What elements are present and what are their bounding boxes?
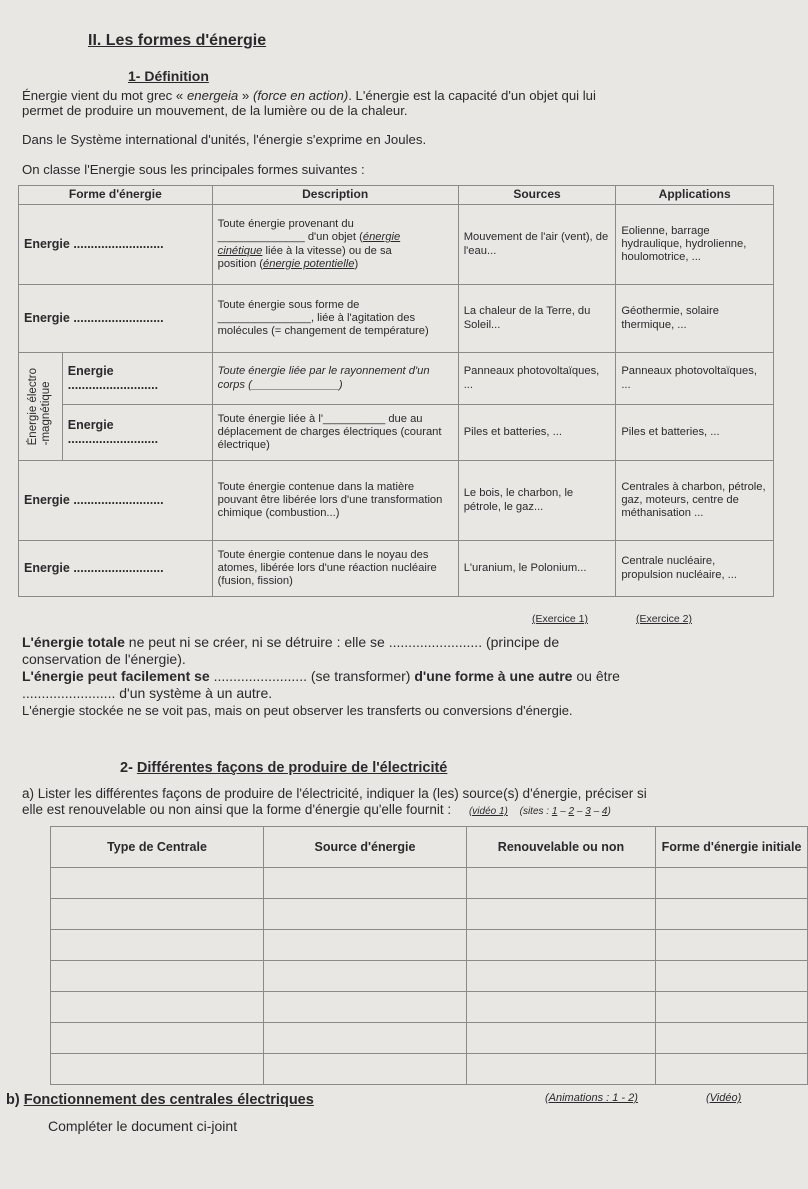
definition-heading: 1- Définition [128, 68, 209, 84]
electricity-instructions: a) Lister les différentes façons de produire de l'électricité, indiquer la (les) source(s) d'énergie, préciser si elle est renouvelable ou non ainsi que la forme d'énergie qu'elle fournit : (vidéo 1) (sites : 1 – 2 – 3 – 4) [22, 786, 647, 817]
def-line-2: permet de produire un mouvement, de la lumière ou de la chaleur. [22, 103, 408, 118]
applications-cell: Eolienne, barrage hydraulique, hydrolienne, houlomotrice, ... [616, 205, 774, 285]
def-meaning: (force en action) [252, 88, 349, 103]
exercise-2-link[interactable]: (Exercice 2) [636, 613, 693, 625]
sources-cell: Panneaux photovoltaïques, ... [458, 353, 616, 405]
table-row [51, 961, 808, 992]
sources-cell: La chaleur de la Terre, du Soleil... [458, 285, 616, 353]
applications-cell: Géothermie, solaire thermique, ... [616, 285, 774, 353]
conservation-paragraph: L'énergie totale ne peut ni se créer, ni se détruire : elle se ........................ (principe de conservation de l'énergie). L'énergie peut facilement se ........................ (se transformer) d'une forme à une autre ou être ........................ d'un système à un autre. L'énergie stockée ne se voit pas, mais on peut observer les transferts ou conversions d'énergie. [22, 634, 620, 718]
animations-link[interactable]: (Animations : 1 - 2) [545, 1092, 638, 1104]
header-energy-source: Source d'énergie [264, 827, 467, 868]
desc-cell: Toute énergie liée à l'__________ due au déplacement de charges électriques (courant électrique) [212, 405, 458, 461]
table-row [19, 285, 774, 353]
section-title: II. Les formes d'énergie [88, 32, 267, 49]
applications-cell: Centrale nucléaire, propulsion nucléaire, ... [616, 541, 774, 597]
table-row [19, 405, 774, 461]
empty-cell[interactable] [51, 1023, 264, 1054]
table-row [19, 353, 774, 405]
table-row [51, 930, 808, 961]
desc-cell: Toute énergie contenue dans la matière pouvant être libérée lors d'une transformation chimique (combustion...) [212, 461, 458, 541]
empty-cell[interactable] [467, 1023, 656, 1054]
empty-cell[interactable] [467, 961, 656, 992]
def-text-3: . L'énergie est la capacité d'un objet qui lui [348, 88, 596, 103]
desc-cell: Toute énergie liée par le rayonnement d'un corps (______________) [212, 353, 458, 405]
empty-cell[interactable] [656, 1023, 808, 1054]
sources-cell: Piles et batteries, ... [458, 405, 616, 461]
energy-forms-table [18, 185, 774, 597]
desc-cell: Toute énergie provenant du ______________ d'un objet (énergie cinétique liée à la vitesse) ou de sa position (énergie potentielle) [212, 205, 458, 285]
empty-cell[interactable] [656, 992, 808, 1023]
desc-cell: Toute énergie contenue dans le noyau des atomes, libérée lors d'une réaction nucléaire (fusion, fission) [212, 541, 458, 597]
si-units-line: Dans le Système international d'unités, l'énergie s'exprime en Joules. [22, 132, 427, 147]
site-2-link[interactable]: 2 [568, 806, 575, 817]
video-link[interactable]: (Vidéo) [706, 1092, 742, 1104]
empty-cell[interactable] [51, 1054, 264, 1085]
table-row [51, 1054, 808, 1085]
empty-cell[interactable] [264, 930, 467, 961]
table-row [19, 461, 774, 541]
empty-cell[interactable] [51, 899, 264, 930]
empty-cell[interactable] [51, 992, 264, 1023]
empty-cell[interactable] [264, 961, 467, 992]
form-cell: Energie .......................... [62, 353, 212, 405]
forms-table-header [19, 186, 774, 205]
applications-cell: Centrales à charbon, pétrole, gaz, moteurs, centre de méthanisation ... [616, 461, 774, 541]
form-cell: Energie .......................... [19, 285, 213, 353]
sources-cell: L'uranium, le Polonium... [458, 541, 616, 597]
empty-cell[interactable] [467, 1054, 656, 1085]
form-cell: Energie .......................... [19, 205, 213, 285]
empty-cell[interactable] [264, 868, 467, 899]
table-row [51, 992, 808, 1023]
desc-cell: Toute énergie sous forme de _______________, liée à l'agitation des molécules (= changement de température) [212, 285, 458, 353]
header-applications: Applications [616, 186, 774, 205]
table-row [19, 205, 774, 285]
empty-cell[interactable] [656, 899, 808, 930]
header-form: Forme d'énergie [19, 186, 213, 205]
complete-instruction: Compléter le document ci-joint [48, 1118, 238, 1134]
empty-cell[interactable] [264, 1054, 467, 1085]
empty-cell[interactable] [264, 1023, 467, 1054]
empty-cell[interactable] [51, 868, 264, 899]
header-plant-type: Type de Centrale [51, 827, 264, 868]
header-initial-form: Forme d'énergie initiale [656, 827, 808, 868]
site-3-link[interactable]: 3 [585, 806, 591, 817]
empty-cell[interactable] [264, 899, 467, 930]
form-cell: Energie .......................... [62, 405, 212, 461]
empty-cell[interactable] [264, 992, 467, 1023]
empty-cell[interactable] [656, 930, 808, 961]
applications-cell: Panneaux photovoltaïques, ... [616, 353, 774, 405]
site-4-link[interactable]: 4 [601, 806, 608, 817]
table-row [51, 1023, 808, 1054]
sites-links: (sites : 1 – 2 – 3 – 4) [519, 806, 611, 817]
header-sources: Sources [458, 186, 616, 205]
electromagnetic-group-label: Énergie électro -magnétique [19, 353, 63, 461]
site-1-link[interactable]: 1 [551, 806, 558, 817]
table-row [51, 868, 808, 899]
def-text-1: Énergie vient du mot grec « [22, 88, 187, 103]
empty-cell[interactable] [467, 992, 656, 1023]
header-renewable: Renouvelable ou non [467, 827, 656, 868]
def-text-2: » [238, 88, 253, 103]
electricity-heading: 2- Différentes façons de produire de l'électricité [120, 760, 448, 776]
form-cell: Energie .......................... [19, 541, 213, 597]
header-description: Description [212, 186, 458, 205]
exercise-1-link[interactable]: (Exercice 1) [532, 613, 589, 625]
table-row [19, 541, 774, 597]
table-row [51, 899, 808, 930]
empty-cell[interactable] [51, 930, 264, 961]
empty-cell[interactable] [51, 961, 264, 992]
power-plants-table [50, 826, 808, 1085]
empty-cell[interactable] [656, 961, 808, 992]
def-greek-word: energeia [186, 88, 239, 103]
definition-paragraph [22, 88, 792, 118]
section-b-title: b) Fonctionnement des centrales électriques [6, 1092, 314, 1108]
plants-table-header [51, 827, 808, 868]
empty-cell[interactable] [467, 868, 656, 899]
empty-cell[interactable] [656, 1054, 808, 1085]
empty-cell[interactable] [656, 868, 808, 899]
sources-cell: Mouvement de l'air (vent), de l'eau... [458, 205, 616, 285]
applications-cell: Piles et batteries, ... [616, 405, 774, 461]
empty-cell[interactable] [467, 899, 656, 930]
classify-line: On classe l'Energie sous les principales formes suivantes : [22, 162, 365, 177]
sources-cell: Le bois, le charbon, le pétrole, le gaz... [458, 461, 616, 541]
video-1-link[interactable]: (vidéo 1) [468, 806, 508, 817]
empty-cell[interactable] [467, 930, 656, 961]
form-cell: Energie .......................... [19, 461, 213, 541]
